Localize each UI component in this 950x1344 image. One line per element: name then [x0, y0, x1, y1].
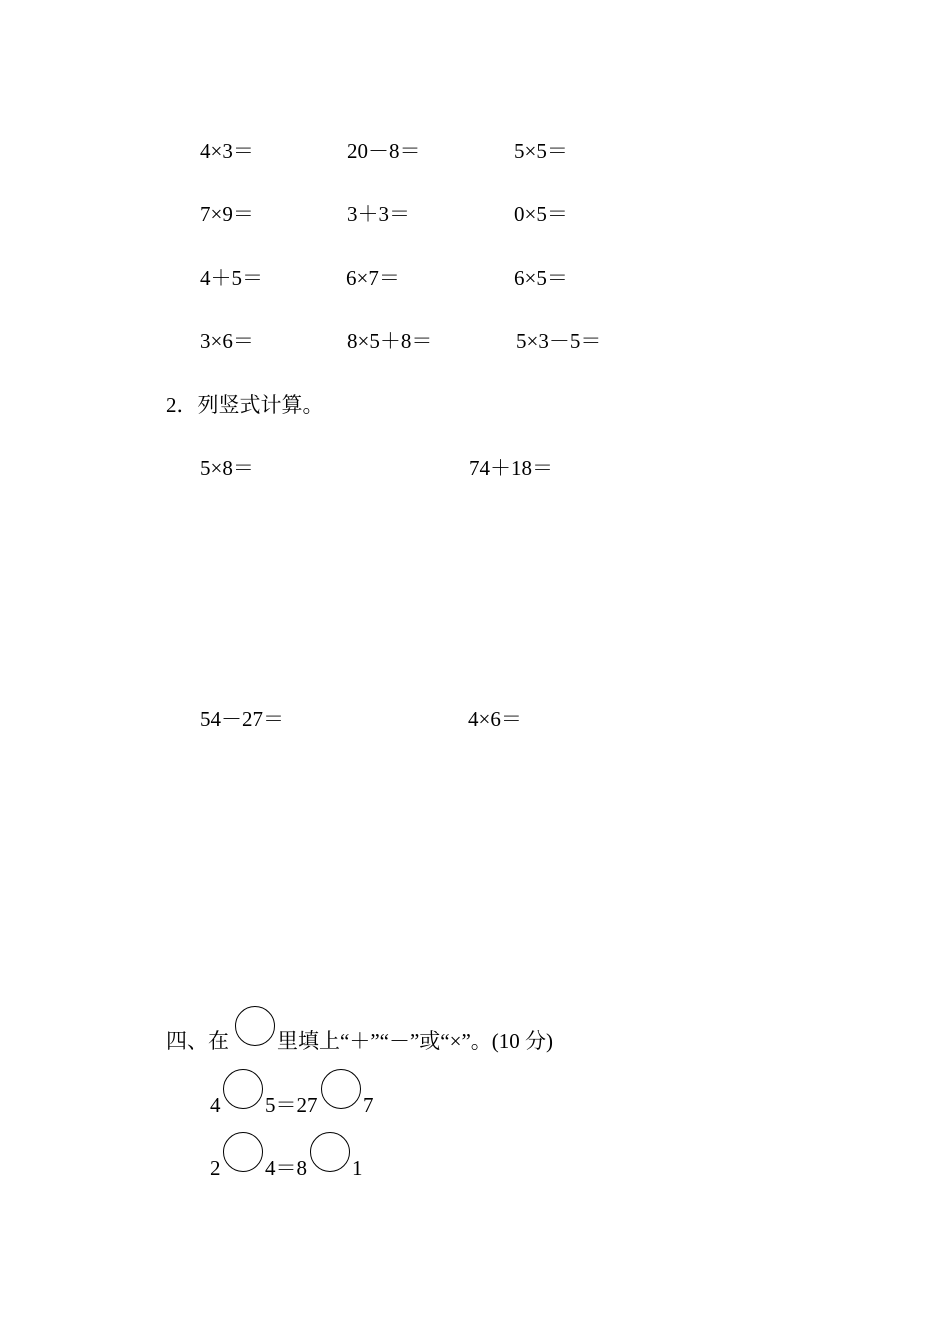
vertical-calc-heading: 2．列竖式计算。	[166, 393, 324, 417]
vertical-problem-3: 54－27＝	[200, 707, 284, 731]
eq1-middle: 5＝27	[265, 1093, 318, 1117]
section4-heading-prefix: 四、在	[166, 1029, 229, 1053]
vertical-problem-2: 74＋18＝	[469, 456, 553, 480]
eq1-circle-blank-2[interactable]	[321, 1069, 361, 1109]
heading-circle-icon	[235, 1006, 275, 1046]
vertical-problem-1: 5×8＝	[200, 456, 254, 480]
problem-r4c1: 3×6＝	[200, 329, 254, 353]
eq1-operand-c: 7	[363, 1093, 374, 1117]
eq2-circle-blank-1[interactable]	[223, 1132, 263, 1172]
problem-r2c1: 7×9＝	[200, 202, 254, 226]
problem-r1c3: 5×5＝	[514, 139, 568, 163]
problem-r1c1: 4×3＝	[200, 139, 254, 163]
problem-r4c2: 8×5＋8＝	[347, 329, 433, 353]
eq1-circle-blank-1[interactable]	[223, 1069, 263, 1109]
problem-r3c1: 4＋5＝	[200, 266, 263, 290]
eq2-operand-a: 2	[210, 1156, 221, 1180]
eq2-middle: 4＝8	[265, 1156, 307, 1180]
problem-r2c3: 0×5＝	[514, 202, 568, 226]
problem-r4c3: 5×3－5＝	[516, 329, 602, 353]
problem-r3c2: 6×7＝	[346, 266, 400, 290]
vertical-problem-4: 4×6＝	[468, 707, 522, 731]
eq2-circle-blank-2[interactable]	[310, 1132, 350, 1172]
problem-r2c2: 3＋3＝	[347, 202, 410, 226]
section4-heading-suffix: 里填上“＋”“－”或“×”。(10 分)	[277, 1029, 554, 1053]
problem-r3c3: 6×5＝	[514, 266, 568, 290]
eq1-operand-a: 4	[210, 1093, 221, 1117]
problem-r1c2: 20－8＝	[347, 139, 421, 163]
eq2-operand-c: 1	[352, 1156, 363, 1180]
